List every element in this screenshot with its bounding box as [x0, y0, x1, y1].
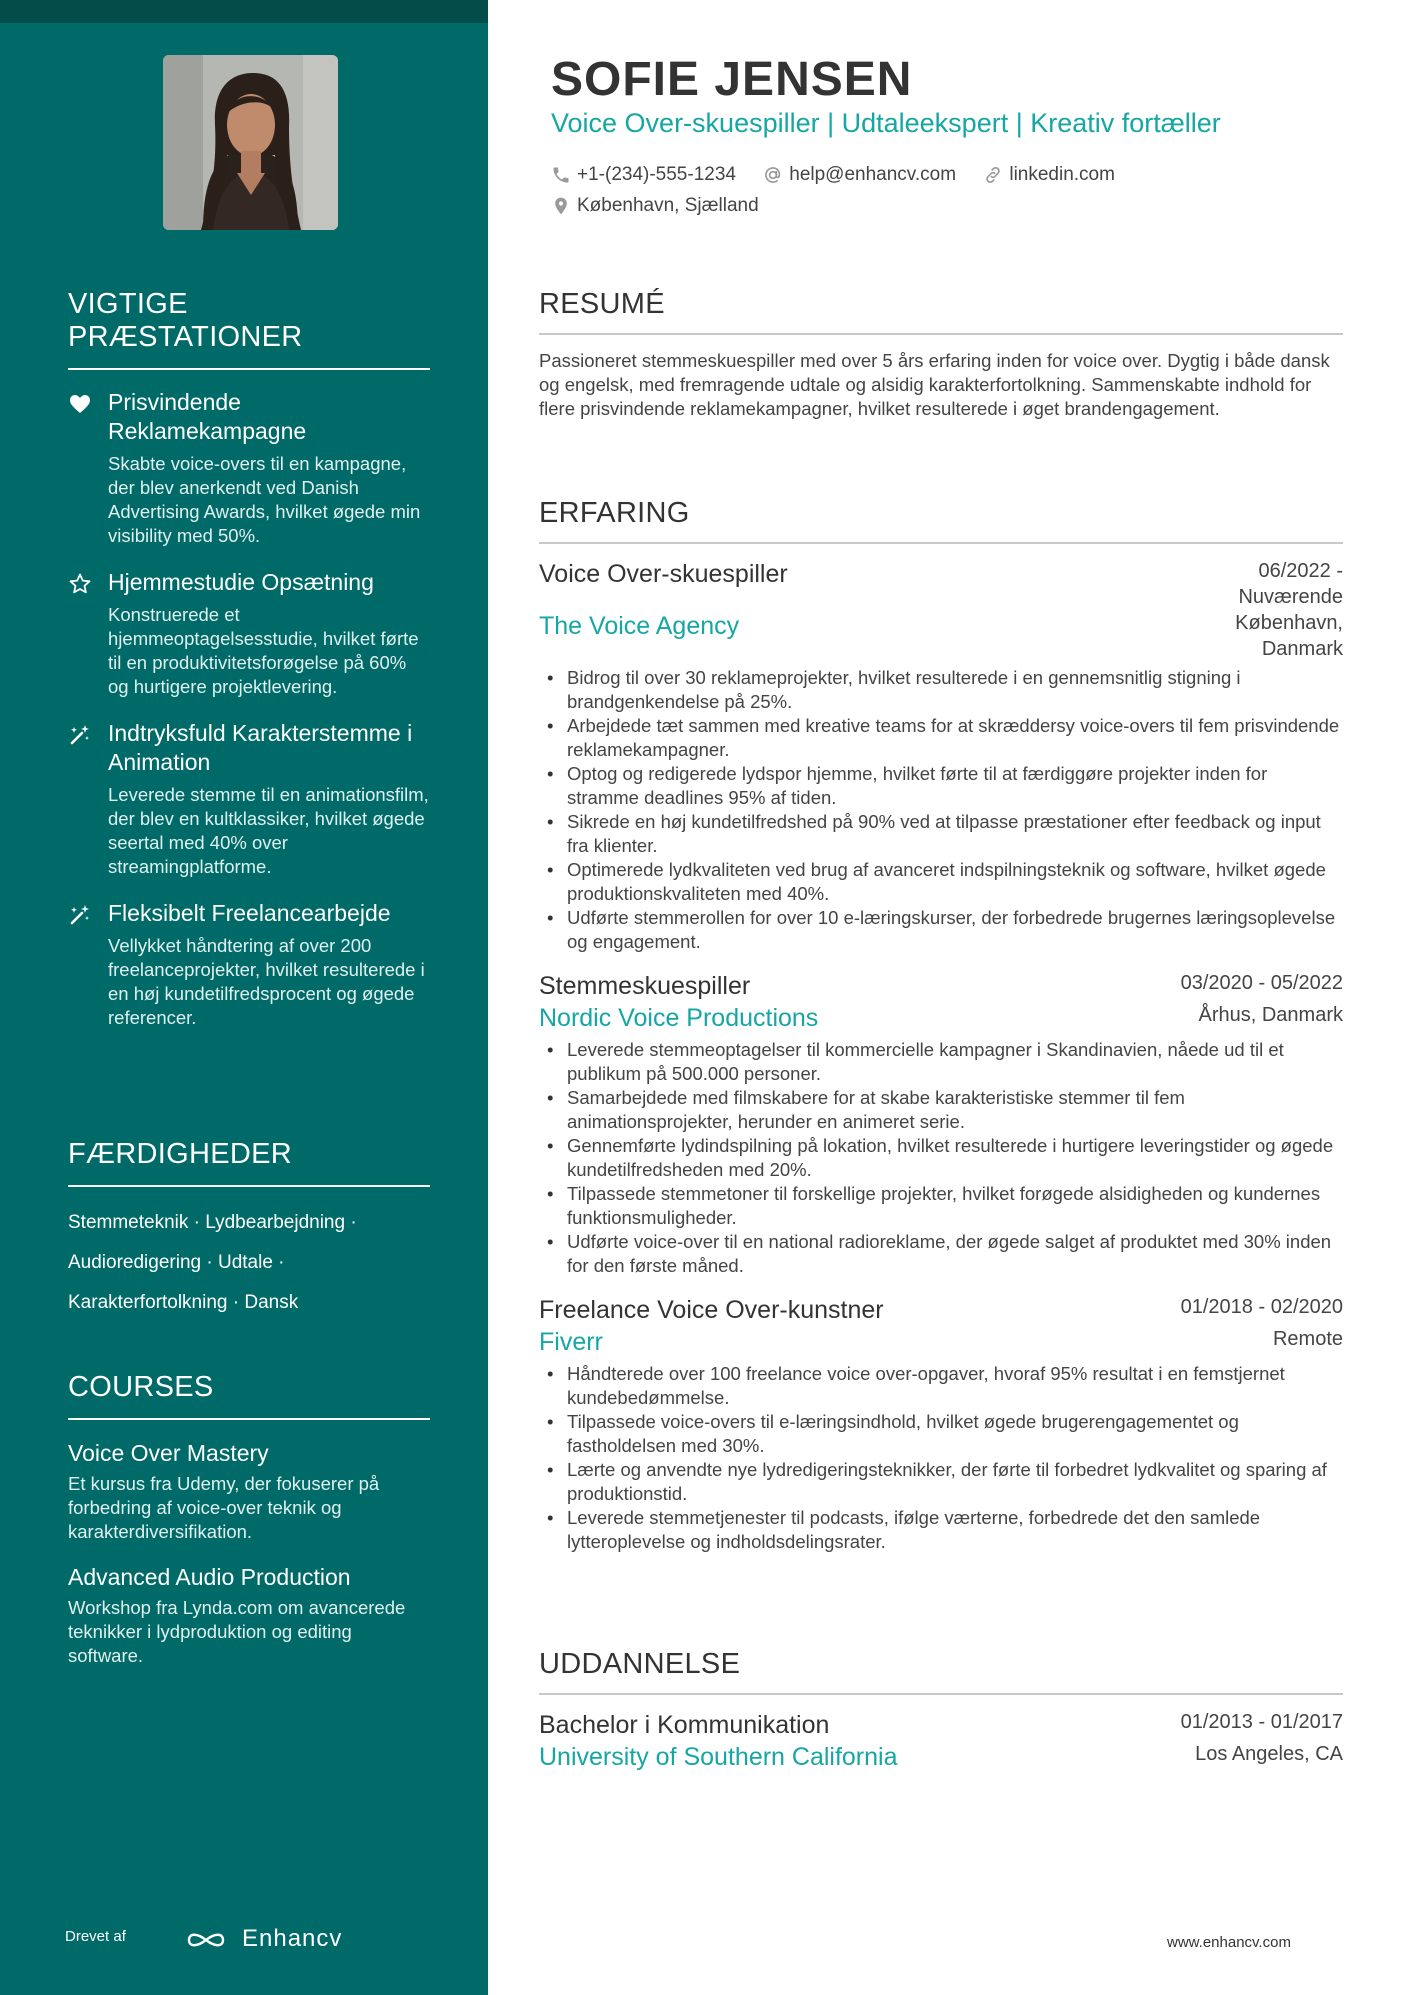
job-location-line: Danmark [1261, 638, 1343, 660]
achievement-item [68, 388, 430, 548]
achievement-description: Skabte voice-overs til en kampagne, der blev anerkendt ved Danish Advertising Awards, hvilket øgede min visibility med 50%. [108, 453, 421, 546]
powered-by-label: Drevet af [65, 1928, 126, 1945]
job-date: 01/2018 - 02/2020 [1180, 1296, 1343, 1318]
link-icon [983, 165, 1003, 185]
job-bullet: • Håndterede over 100 freelance voice over-opgaver, hvoraf 95% resultat i en femstjernet kundebedømmelse. [539, 1362, 1343, 1410]
enhancv-logo-icon [185, 1927, 227, 1953]
job-bullet: • Samarbejdede med filmskabere for at skabe karakteristiske stemmer til fem animationsprojekter, herunder en animeret serie. [539, 1086, 1343, 1134]
job-bullets [539, 1362, 1343, 1554]
location-text: København, Sjælland [577, 195, 759, 216]
job-bullet: • Optimerede lydkvaliteten ved brug af avanceret indspilningsteknik og software, hvilket øgede produktionskvaliteten med 40%. [539, 858, 1343, 906]
linkedin-contact[interactable] [983, 160, 1115, 190]
skills-line: Karakterfortolkning · Dansk [68, 1292, 299, 1313]
sidebar-top-bar [0, 0, 488, 23]
job-date-line: Nuværende [1238, 586, 1343, 608]
education-date: 01/2013 - 01/2017 [1180, 1711, 1343, 1733]
job-bullet: • Tilpassede stemmetoner til forskellige projekter, hvilket forøgede alsidigheden og kundernes funktionsmuligheder. [539, 1182, 1343, 1230]
job-bullet: • Udførte stemmerollen for over 10 e-læringskurser, der forbedrede brugernes læringsoplevelse og engagement. [539, 906, 1343, 954]
magic-wand-icon [68, 723, 92, 747]
course-item [68, 1562, 430, 1668]
job-date: 03/2020 - 05/2022 [1180, 972, 1343, 994]
education-section [539, 1648, 1343, 1773]
job-bullet: • Tilpassede voice-overs til e-læringsindhold, hvilket øgede brugerengagementet og fastholdelsen med 30%. [539, 1410, 1343, 1458]
job-entry [539, 1294, 1343, 1554]
courses-heading: COURSES [68, 1371, 430, 1420]
job-title: Freelance Voice Over-kunstner [539, 1296, 884, 1324]
job-company: Nordic Voice Productions [539, 1004, 819, 1032]
achievement-description: Vellykket håndtering af over 200 freelanceprojekter, hvilket resulterede i en høj kundetilfredsprocent og øgede referencer. [108, 935, 425, 1028]
school-name: University of Southern California [539, 1743, 898, 1771]
achievement-item [68, 568, 430, 699]
job-location [1235, 610, 1343, 662]
course-title: Advanced Audio Production [68, 1564, 351, 1590]
job-location: Remote [1272, 1328, 1343, 1350]
job-date-line: 06/2022 - [1258, 560, 1343, 582]
at-icon [763, 165, 783, 185]
profile-photo [163, 55, 338, 230]
achievement-description: Konstruerede et hjemmeoptagelsesstudie, hvilket førte til en produktivitetsforøgelse på 60% og hurtigere projektlevering. [108, 604, 419, 697]
linkedin-text: linkedin.com [1009, 164, 1115, 185]
job-entry [539, 970, 1343, 1278]
job-bullet: • Arbejdede tæt sammen med kreative teams for at skræddersy voice-overs til fem prisvindende reklamekampagner. [539, 714, 1343, 762]
course-description: Et kursus fra Udemy, der fokuserer på forbedring af voice-over teknik og karakterdiversifikation. [68, 1473, 380, 1542]
skills-line: Audioredigering · Udtale · [68, 1252, 285, 1273]
education-location: Los Angeles, CA [1195, 1743, 1343, 1765]
enhancv-brand-name[interactable]: Enhancv [242, 1925, 343, 1952]
education-entry [539, 1709, 1343, 1773]
achievement-description: Leverede stemme til en animationsfilm, der blev en kultklassiker, hvilket øgede seertal med 40% over streamingplatforme. [108, 784, 429, 877]
job-entry [539, 558, 1343, 954]
course-description: Workshop fra Lynda.com om avancerede teknikker i lydproduktion og editing software. [68, 1597, 406, 1666]
job-bullet: • Sikrede en høj kundetilfredshed på 90% ved at tilpasse præstationer efter feedback og input fra klienter. [539, 810, 1343, 858]
phone-text: +1-(234)-555-1234 [577, 164, 736, 185]
phone-contact[interactable] [551, 160, 736, 190]
skills-line: Stemmeteknik · Lydbearbejdning · [68, 1212, 357, 1233]
achievement-item [68, 899, 430, 1030]
job-bullet: • Optog og redigerede lydspor hjemme, hvilket førte til at færdiggøre projekter inden for stramme deadlines 95% af tiden. [539, 762, 1343, 810]
job-bullet: • Lærte og anvendte nye lydredigeringsteknikker, der førte til forbedret lydkvalitet og sparing af produktionstid. [539, 1458, 1343, 1506]
achievements-section [68, 288, 430, 1030]
experience-heading: ERFARING [539, 497, 1343, 544]
job-bullet: • Leverede stemmeoptagelser til kommercielle kampagner i Skandinavien, nåede ud til et publikum på 500.000 personer. [539, 1038, 1343, 1086]
email-contact[interactable] [763, 160, 956, 190]
email-text: help@enhancv.com [789, 164, 957, 185]
skills-list [68, 1203, 430, 1323]
footer-url[interactable]: www.enhancv.com [1167, 1934, 1291, 1951]
job-date [1238, 558, 1343, 610]
achievement-title: Hjemmestudie Opsætning [108, 569, 374, 595]
achievement-title: Prisvindende Reklamekampagne [108, 389, 307, 444]
location-pin-icon [551, 196, 571, 216]
job-title: Voice Over-skuespiller [539, 560, 788, 588]
job-bullets [539, 1038, 1343, 1278]
candidate-name: SOFIE JENSEN [551, 53, 913, 106]
sidebar [0, 0, 488, 1995]
education-heading: UDDANNELSE [539, 1648, 1343, 1695]
course-item [68, 1438, 430, 1544]
achievement-title: Fleksibelt Freelancearbejde [108, 900, 391, 926]
job-bullet: • Gennemførte lydindspilning på lokation, hvilket resulterede i hurtigere leveringstider og øgede kundetilfredsheden med 20%. [539, 1134, 1343, 1182]
summary-section [539, 288, 1343, 421]
job-location-line: København, [1235, 612, 1343, 634]
achievements-heading: VIGTIGE PRÆSTATIONER [68, 288, 430, 370]
summary-heading: RESUMÉ [539, 288, 1343, 335]
job-bullet: • Bidrog til over 30 reklameprojekter, hvilket resulterede i en gennemsnitlig stigning i brandgenkendelse på 25%. [539, 666, 1343, 714]
achievement-title: Indtryksfuld Karakterstemme i Animation [108, 720, 413, 775]
job-bullet: • Leverede stemmetjenester til podcasts, ifølge værterne, forbedrede det den samlede lytteroplevelse og indholdsdelingsrater. [539, 1506, 1343, 1554]
phone-icon [551, 165, 571, 185]
magic-wand-icon [68, 903, 92, 927]
heart-icon [68, 392, 92, 416]
location-contact [551, 191, 759, 221]
job-company: The Voice Agency [539, 612, 740, 640]
job-location: Århus, Danmark [1198, 1004, 1343, 1026]
job-title: Stemmeskuespiller [539, 972, 751, 1000]
course-title: Voice Over Mastery [68, 1440, 269, 1466]
job-bullet: • Udførte voice-over til en national radioreklame, der øgede salget af produktet med 30% inden for den første måned. [539, 1230, 1343, 1278]
skills-section [68, 1138, 430, 1323]
star-icon [68, 572, 92, 596]
degree-title: Bachelor i Kommunikation [539, 1711, 830, 1739]
skills-heading: FÆRDIGHEDER [68, 1138, 430, 1187]
contact-info [551, 160, 1341, 222]
tagline: Voice Over-skuespiller | Udtaleekspert | Kreativ fortæller [551, 108, 1221, 138]
experience-section [539, 497, 1343, 1554]
achievement-item [68, 719, 430, 879]
job-company: Fiverr [539, 1328, 603, 1356]
summary-text: Passioneret stemmeskuespiller med over 5 års erfaring inden for voice over. Dygtig i både dansk og engelsk, med fremragende udtale og alsidig karakterfortolkning. Sammenskabte indhold for flere prisvindende reklamekampagner, hvilket resulterede i øget brandengagement. [539, 350, 1330, 419]
courses-section [68, 1371, 430, 1668]
job-bullets [539, 666, 1343, 954]
